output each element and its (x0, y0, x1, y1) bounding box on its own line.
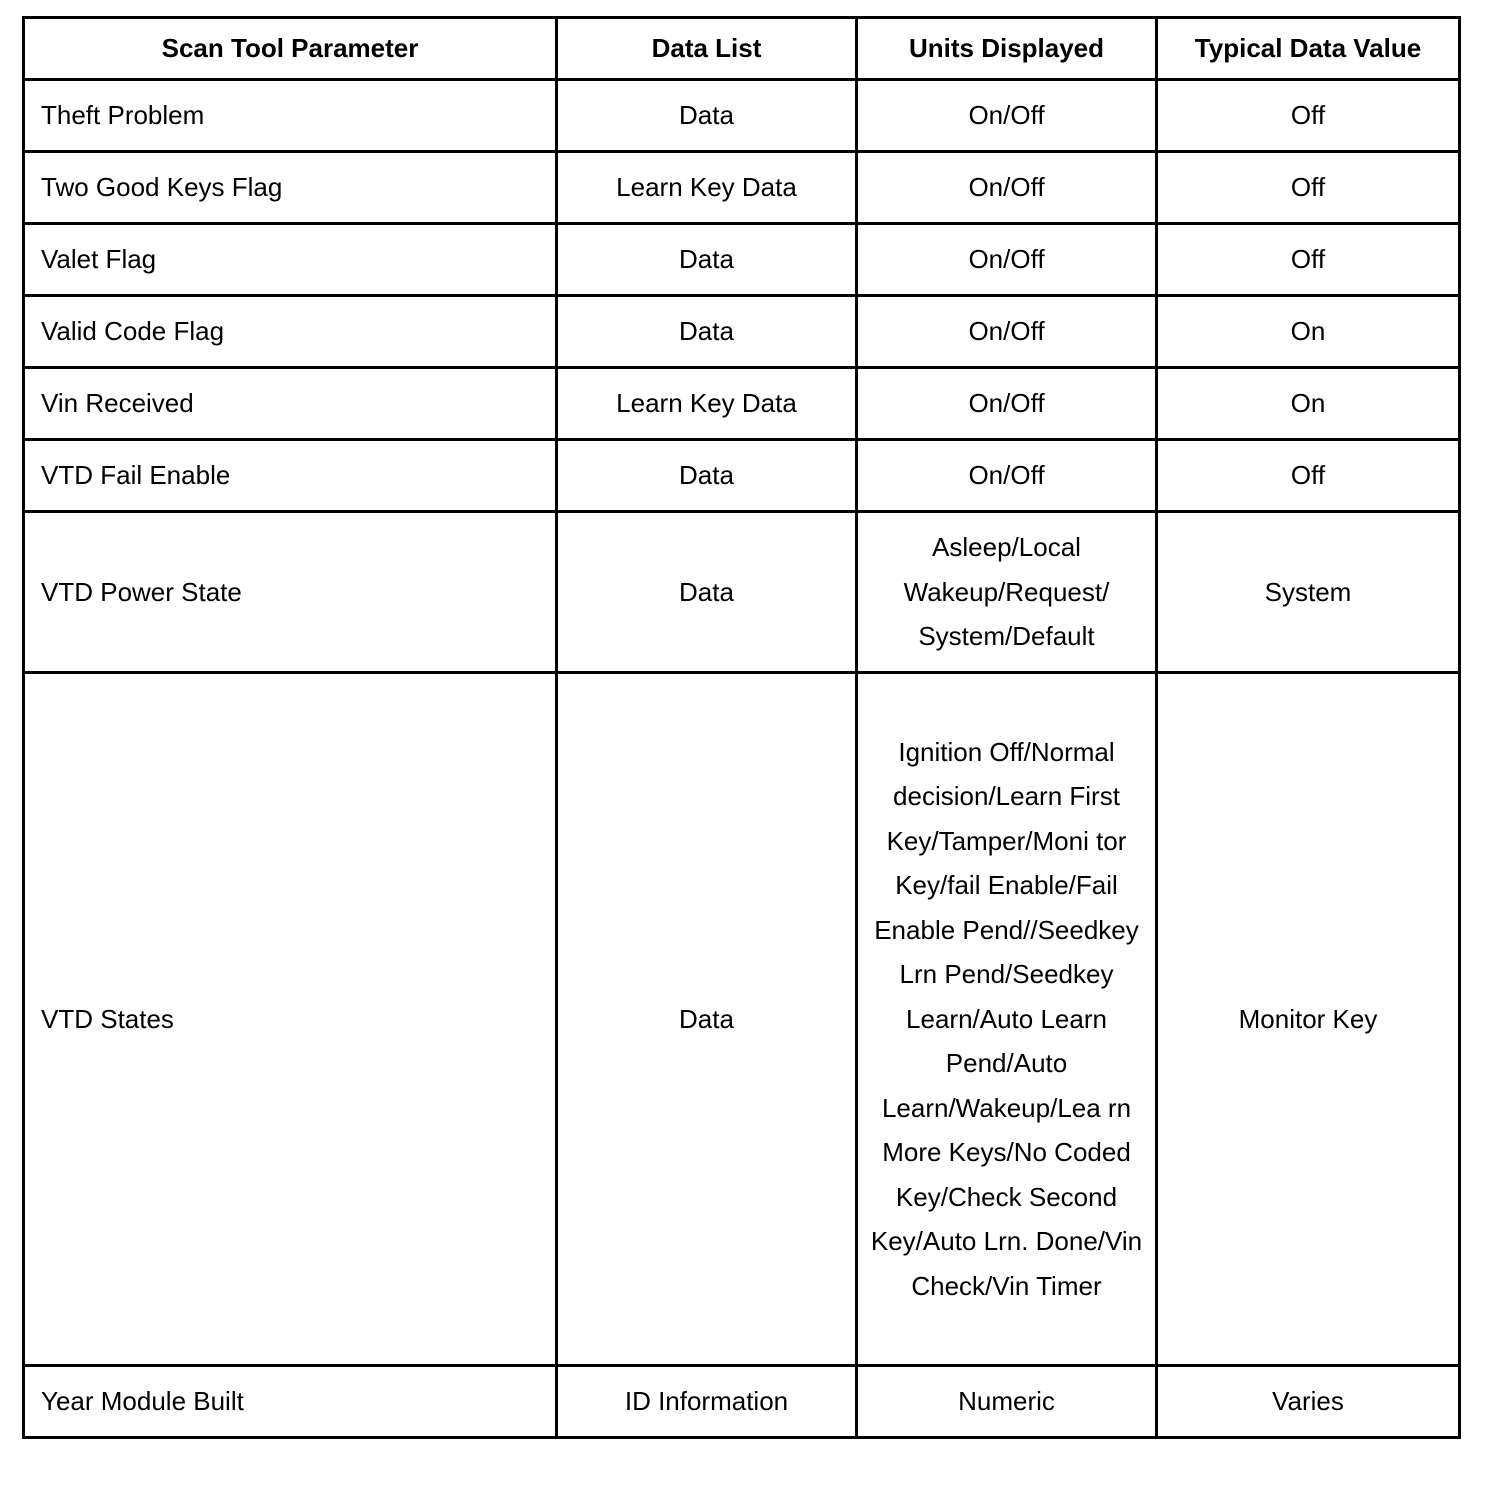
table-row (24, 152, 1460, 224)
units-cell: On/Off (857, 80, 1157, 152)
typical-value-cell: Monitor Key (1157, 673, 1460, 1366)
parameter-cell: Valet Flag (24, 224, 557, 296)
data-list-cell: Data (557, 673, 857, 1366)
data-list-cell: ID Information (557, 1366, 857, 1438)
parameter-cell: VTD Power State (24, 512, 557, 673)
typical-value-cell: System (1157, 512, 1460, 673)
data-list-cell: Data (557, 296, 857, 368)
typical-value-cell: Varies (1157, 1366, 1460, 1438)
table-row (24, 673, 1460, 1366)
data-list-cell: Learn Key Data (557, 368, 857, 440)
typical-value-cell: Off (1157, 224, 1460, 296)
parameter-cell: Year Module Built (24, 1366, 557, 1438)
data-list-cell: Learn Key Data (557, 152, 857, 224)
parameter-cell: Theft Problem (24, 80, 557, 152)
table-row (24, 512, 1460, 673)
header-scan-tool-parameter: Scan Tool Parameter (24, 18, 557, 80)
units-cell: On/Off (857, 152, 1157, 224)
typical-value-cell: Off (1157, 80, 1460, 152)
table-row (24, 1366, 1460, 1438)
scan-tool-parameter-table (22, 16, 1461, 1439)
typical-value-cell: On (1157, 296, 1460, 368)
parameter-cell: VTD States (24, 673, 557, 1366)
table-row (24, 440, 1460, 512)
parameter-cell: Valid Code Flag (24, 296, 557, 368)
parameter-cell: Two Good Keys Flag (24, 152, 557, 224)
header-units-displayed: Units Displayed (857, 18, 1157, 80)
units-cell: On/Off (857, 224, 1157, 296)
data-list-cell: Data (557, 80, 857, 152)
typical-value-cell: Off (1157, 440, 1460, 512)
table-row (24, 80, 1460, 152)
header-data-list: Data List (557, 18, 857, 80)
parameter-cell: Vin Received (24, 368, 557, 440)
typical-value-cell: On (1157, 368, 1460, 440)
units-cell: Numeric (857, 1366, 1157, 1438)
units-cell: On/Off (857, 296, 1157, 368)
data-list-cell: Data (557, 512, 857, 673)
table-row (24, 224, 1460, 296)
table-row (24, 368, 1460, 440)
data-list-cell: Data (557, 440, 857, 512)
typical-value-cell: Off (1157, 152, 1460, 224)
data-list-cell: Data (557, 224, 857, 296)
table-row (24, 296, 1460, 368)
units-cell: On/Off (857, 368, 1157, 440)
parameter-cell: VTD Fail Enable (24, 440, 557, 512)
units-cell: Ignition Off/Normal decision/Learn First Key/Tamper/Moni tor Key/fail Enable/Fail Enable Pend//Seedkey Lrn Pend/Seedkey Learn/Auto Learn Pend/Auto Learn/Wakeup/Lea rn More Keys/No Coded Key/Check Second Key/Auto Lrn. Done/Vin Check/Vin Timer (857, 673, 1157, 1366)
table-header-row (24, 18, 1460, 80)
header-typical-data-value: Typical Data Value (1157, 18, 1460, 80)
units-cell: Asleep/Local Wakeup/Request/ System/Default (857, 512, 1157, 673)
units-cell: On/Off (857, 440, 1157, 512)
